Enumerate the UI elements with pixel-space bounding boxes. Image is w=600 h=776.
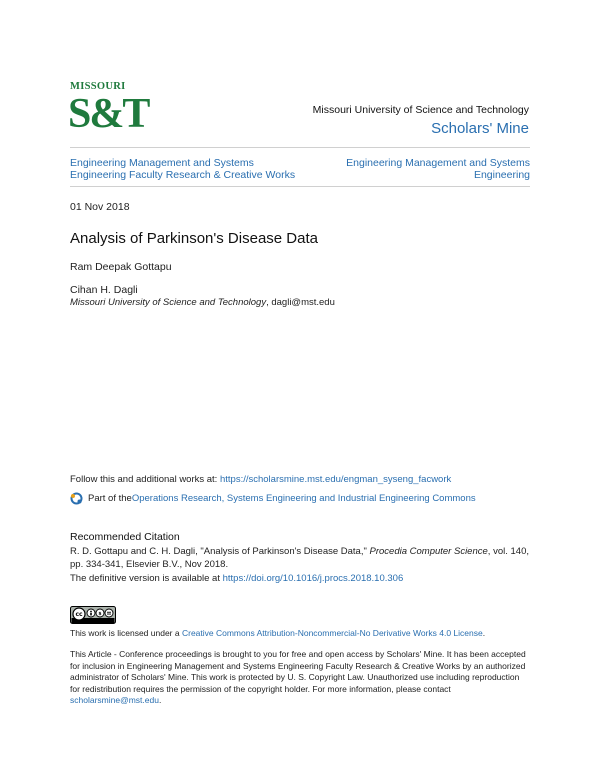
- collection-left-line1: Engineering Management and Systems: [70, 157, 254, 169]
- part-of-label: Part of the: [88, 493, 132, 504]
- divider-top: [70, 147, 530, 148]
- follow-line: [70, 474, 451, 485]
- doi-link[interactable]: https://doi.org/10.1016/j.procs.2018.10.306: [222, 573, 404, 584]
- citation-journal: Procedia Computer Science: [369, 546, 488, 557]
- part-of-line: [70, 492, 476, 505]
- university-name: Missouri University of Science and Technology: [312, 104, 529, 116]
- commons-link[interactable]: Operations Research, Systems Engineering and Industrial Engineering Commons: [131, 493, 476, 504]
- author-name: Ram Deepak Gottapu: [70, 261, 172, 273]
- publication-date: 01 Nov 2018: [70, 201, 130, 213]
- author-affiliation: [70, 297, 335, 308]
- definitive-version-label: The definitive version is available at: [70, 573, 223, 584]
- notice-text: This Article - Conference proceedings is brought to you for free and open access by Scholars' Mine. It has been accepted for inclusion in Engineering Management and Systems Engineering Faculty Research & Creative Works by an authorized administrator of Scholars' Mine. This work is protected by U. S. Copyright Law. Unauthorized use including reproduction for redistribution requires the permission of the copyright holder. For more information, please contact: [70, 649, 526, 694]
- repository-link[interactable]: Scholars' Mine: [431, 120, 529, 137]
- collection-right-line2: Engineering: [473, 169, 530, 181]
- citation-details: , vol. 140, pp. 334-341, Elsevier B.V., Nov 2018.: [70, 546, 529, 570]
- license-end: .: [482, 628, 486, 638]
- cc-by-nc-nd-icon[interactable]: [70, 606, 116, 624]
- follow-url-link[interactable]: https://scholarsmine.mst.edu/engman_syseng_facwork: [219, 474, 452, 485]
- paper-title: Analysis of Parkinson's Disease Data: [70, 230, 318, 247]
- notice-end: .: [158, 695, 162, 706]
- collection-right-link[interactable]: [346, 157, 530, 181]
- affiliation-email: , dagli@mst.edu: [266, 297, 335, 308]
- definitive-version-line: [70, 573, 403, 584]
- collection-right-line1: Engineering Management and Systems: [346, 157, 530, 169]
- affiliation-institution: Missouri University of Science and Technology: [70, 297, 267, 308]
- svg-text:$: $: [98, 611, 102, 617]
- license-label: This work is licensed under a: [70, 628, 182, 638]
- network-icon: [70, 492, 83, 505]
- follow-label: Follow this and additional works at:: [70, 474, 220, 485]
- citation-text: [70, 545, 540, 571]
- svg-text:cc: cc: [75, 611, 83, 619]
- divider-bottom: [70, 186, 530, 187]
- logo-missouri-text: MISSOURI: [70, 81, 126, 92]
- author-name: Cihan H. Dagli: [70, 284, 138, 296]
- contact-email-link[interactable]: scholarsmine@mst.edu: [70, 695, 159, 706]
- recommended-citation-heading: Recommended Citation: [70, 531, 180, 543]
- collection-left-link[interactable]: [70, 157, 295, 181]
- citation-authors: R. D. Gottapu and C. H. Dagli, "Analysis of Parkinson's Disease Data,": [70, 546, 370, 557]
- logo-st-mark: S&T: [68, 91, 149, 137]
- repository-notice: [70, 649, 530, 707]
- collection-left-line2: Engineering Faculty Research & Creative Works: [70, 169, 296, 181]
- license-link[interactable]: Creative Commons Attribution-Noncommercial-No Derivative Works 4.0 License: [181, 628, 483, 638]
- license-line: [70, 628, 485, 638]
